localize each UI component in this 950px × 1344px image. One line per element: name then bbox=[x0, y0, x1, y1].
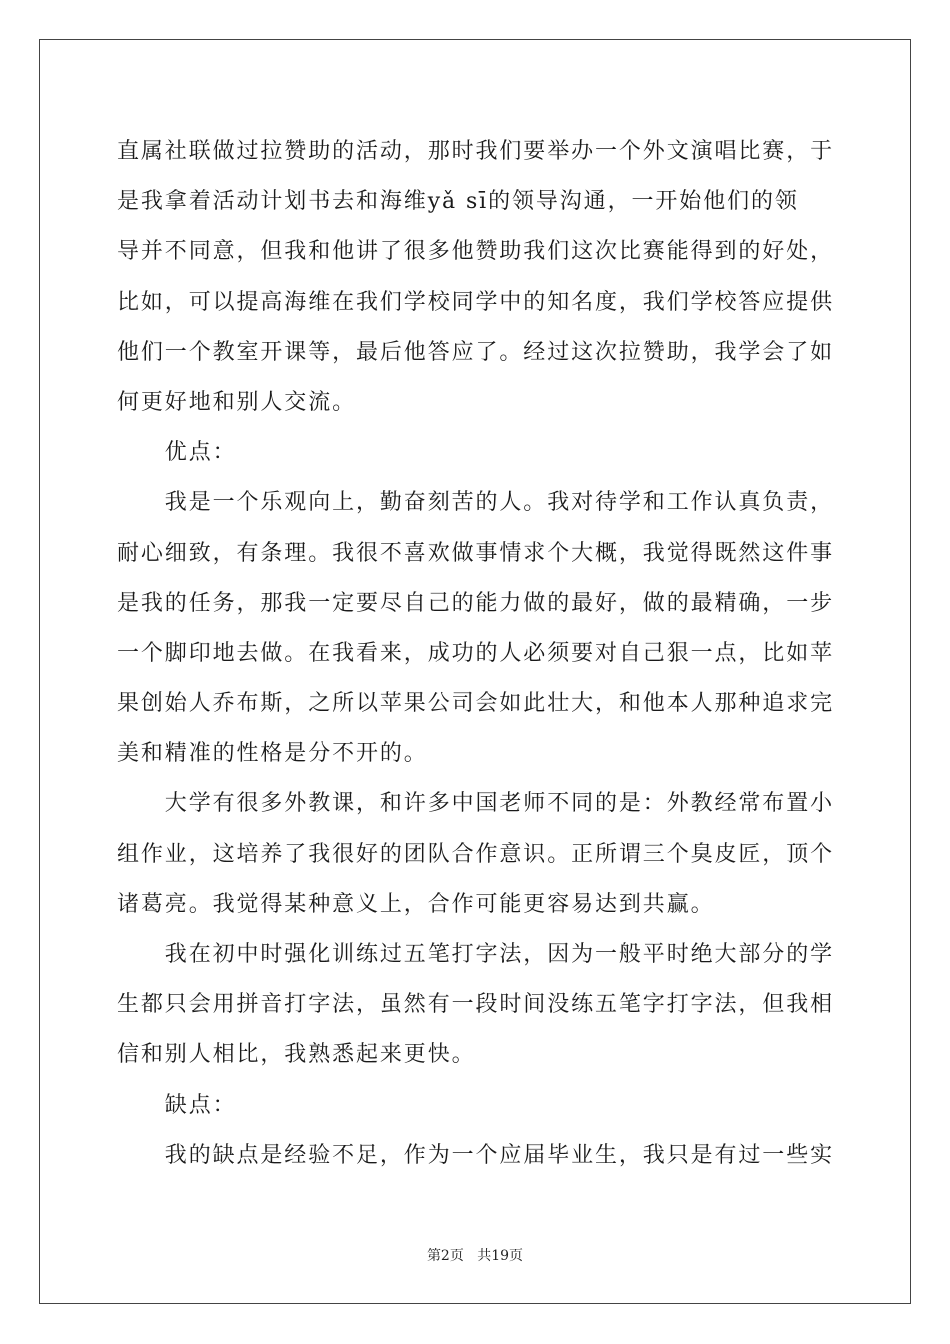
page-number: 第2页 bbox=[426, 1248, 464, 1264]
text-line: 他们一个教室开课等，最后他答应了。经过这次拉赞助，我学会了如 bbox=[117, 339, 835, 365]
text-line: 比如，可以提高海维在我们学校同学中的知名度，我们学校答应提供 bbox=[117, 289, 835, 315]
page-footer bbox=[0, 1246, 950, 1266]
text-line: 生都只会用拼音打字法，虽然有一段时间没练五笔字打字法，但我相 bbox=[117, 992, 835, 1018]
text-line: 信和别人相比，我熟悉起来更快。 bbox=[117, 1042, 476, 1068]
text-line: 诸葛亮。我觉得某种意义上，合作可能更容易达到共赢。 bbox=[117, 891, 715, 917]
text-line: 美和精准的性格是分不开的。 bbox=[117, 741, 428, 767]
text-line: 一个脚印地去做。在我看来，成功的人必须要对自己狠一点，比如苹 bbox=[117, 640, 835, 666]
text-line: 直属社联做过拉赞助的活动，那时我们要举办一个外文演唱比赛，于 bbox=[117, 139, 835, 164]
text-line: 是我的任务，那我一定要尽自己的能力做的最好，做的最精确，一步 bbox=[117, 590, 835, 616]
text-line: 何更好地和别人交流。 bbox=[117, 389, 357, 415]
text-line: 我在初中时强化训练过五笔打字法，因为一般平时绝大部分的学 bbox=[117, 942, 835, 967]
section-heading-advantages: 优点： bbox=[117, 440, 237, 466]
text-line: 果创始人乔布斯，之所以苹果公司会如此壮大，和他本人那种追求完 bbox=[117, 691, 835, 717]
text-line: 我是一个乐观向上，勤奋刻苦的人。我对待学和工作认真负责， bbox=[117, 490, 835, 516]
text-line: 我的缺点是经验不足，作为一个应届毕业生，我只是有过一些实 bbox=[117, 1142, 835, 1168]
section-heading-disadvantages: 缺点： bbox=[117, 1092, 237, 1118]
text-line: 导并不同意，但我和他讲了很多他赞助我们这次比赛能得到的好处， bbox=[117, 239, 835, 265]
text-line: 是我拿着活动计划书去和海维yǎ sī的领导沟通，一开始他们的领 bbox=[117, 189, 799, 215]
text-line: 组作业，这培养了我很好的团队合作意识。正所谓三个臭皮匠，顶个 bbox=[117, 841, 835, 867]
page-total: 共19页 bbox=[477, 1248, 524, 1264]
text-line: 大学有很多外教课，和许多中国老师不同的是：外教经常布置小 bbox=[117, 791, 835, 817]
text-line: 耐心细致，有条理。我很不喜欢做事情求个大概，我觉得既然这件事 bbox=[117, 540, 835, 566]
document-body bbox=[117, 127, 833, 1181]
